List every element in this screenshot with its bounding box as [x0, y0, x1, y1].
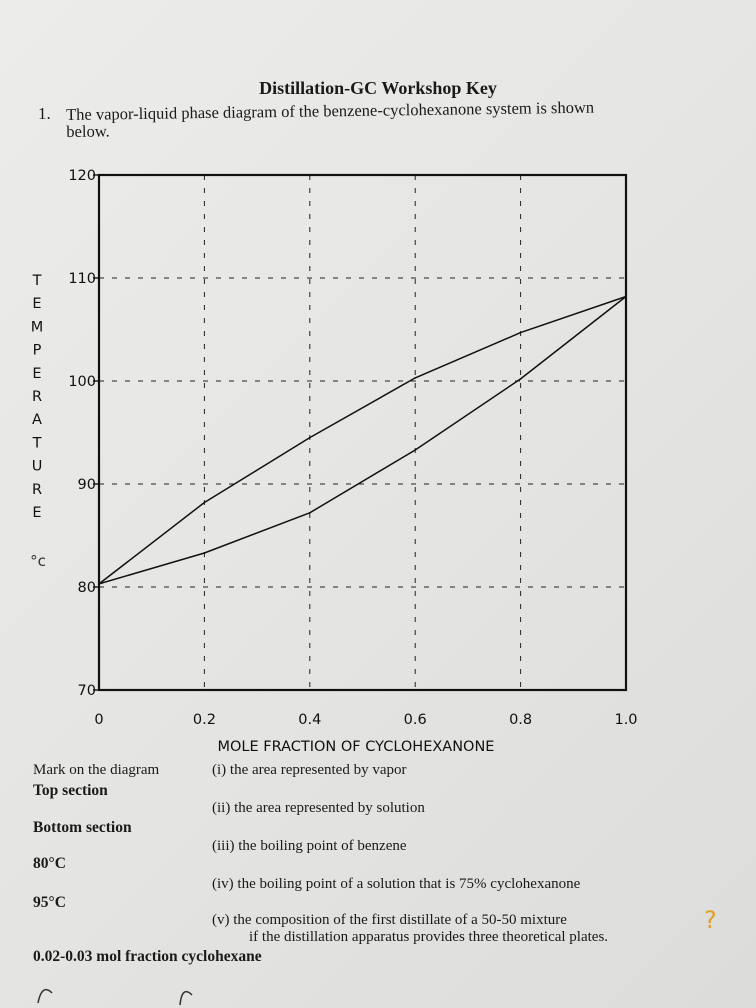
series-1-point-3	[414, 449, 416, 451]
series-line-0	[99, 297, 626, 584]
series-0-point-3	[414, 377, 416, 379]
page-title: Distillation-GC Workshop Key	[259, 78, 497, 98]
answer-ii: Bottom section	[33, 819, 132, 836]
y-axis-unit-handwritten: °c	[30, 552, 46, 570]
question-v-line2: if the distillation apparatus provides three theoretical plates.	[249, 929, 609, 945]
plot-frame	[99, 175, 626, 690]
y-axis-label-letter-6: A	[32, 412, 42, 429]
pen-scribble	[30, 975, 230, 1008]
answer-i: Top section	[33, 782, 108, 799]
x-tick-label-3: 0.6	[403, 712, 427, 728]
series-1-point-0	[98, 583, 100, 585]
x-tick-label-4: 0.8	[509, 712, 533, 728]
y-axis-label-letter-1: E	[32, 296, 42, 313]
x-axis-label: MOLE FRACTION OF CYCLOHEXANONE	[217, 739, 495, 755]
question-mark-annotation: ?	[704, 906, 717, 934]
question-number: 1.	[38, 104, 51, 123]
y-tick-label-5: 120	[68, 168, 96, 184]
y-axis-label-letter-7: T	[32, 435, 42, 452]
axis-ticks	[68, 168, 637, 728]
data-series	[98, 296, 627, 585]
y-axis-label-letter-8: U	[31, 458, 43, 475]
question-ii: (ii) the area represented by solution	[212, 800, 425, 816]
x-tick-label-1: 0.2	[192, 712, 216, 728]
question-i: (i) the area represented by vapor	[212, 762, 407, 778]
y-axis-label	[30, 273, 46, 570]
series-1-point-5	[625, 296, 627, 298]
y-axis-label-letter-2: M	[30, 319, 44, 336]
question-iv: (iv) the boiling point of a solution that is 75% cyclohexanone	[212, 876, 581, 892]
y-axis-label-letter-10: E	[32, 505, 42, 521]
y-tick-label-0: 70	[77, 683, 96, 699]
x-tick-label-0: 0	[94, 712, 104, 728]
y-axis-label-letter-5: R	[31, 389, 43, 405]
series-0-point-2	[309, 437, 311, 439]
answer-iii: 80°C	[33, 855, 66, 872]
y-tick-label-4: 110	[68, 271, 96, 287]
question-text-line1: The vapor-liquid phase diagram of the benzene-cyclohexanone system is shown	[65, 97, 595, 124]
y-tick-label-1: 80	[77, 580, 96, 596]
question-iii: (iii) the boiling point of benzene	[212, 838, 407, 854]
y-axis-label-letter-3: P	[32, 342, 42, 359]
y-axis-label-letter-4: E	[32, 365, 42, 382]
y-tick-label-2: 90	[77, 477, 96, 493]
x-tick-label-5: 1.0	[614, 712, 638, 728]
mark-intro: Mark on the diagram	[33, 762, 160, 778]
x-tick-label-2: 0.4	[298, 712, 322, 728]
series-0-point-1	[204, 502, 206, 504]
series-0-point-4	[520, 332, 522, 334]
question-text-line2: below.	[66, 121, 110, 141]
y-tick-label-3: 100	[68, 374, 96, 390]
answer-v: 0.02-0.03 mol fraction cyclohexane	[33, 948, 262, 965]
grid-lines	[99, 175, 626, 690]
answer-iv: 95°C	[33, 894, 66, 911]
series-1-point-1	[204, 552, 206, 554]
series-line-1	[99, 297, 626, 584]
series-1-point-4	[520, 378, 522, 380]
question-v-line1: (v) the composition of the first distillate of a 50-50 mixture	[212, 912, 567, 928]
series-1-point-2	[309, 512, 311, 514]
y-axis-label-letter-9: R	[31, 481, 43, 498]
y-axis-label-letter-0: T	[32, 273, 42, 289]
